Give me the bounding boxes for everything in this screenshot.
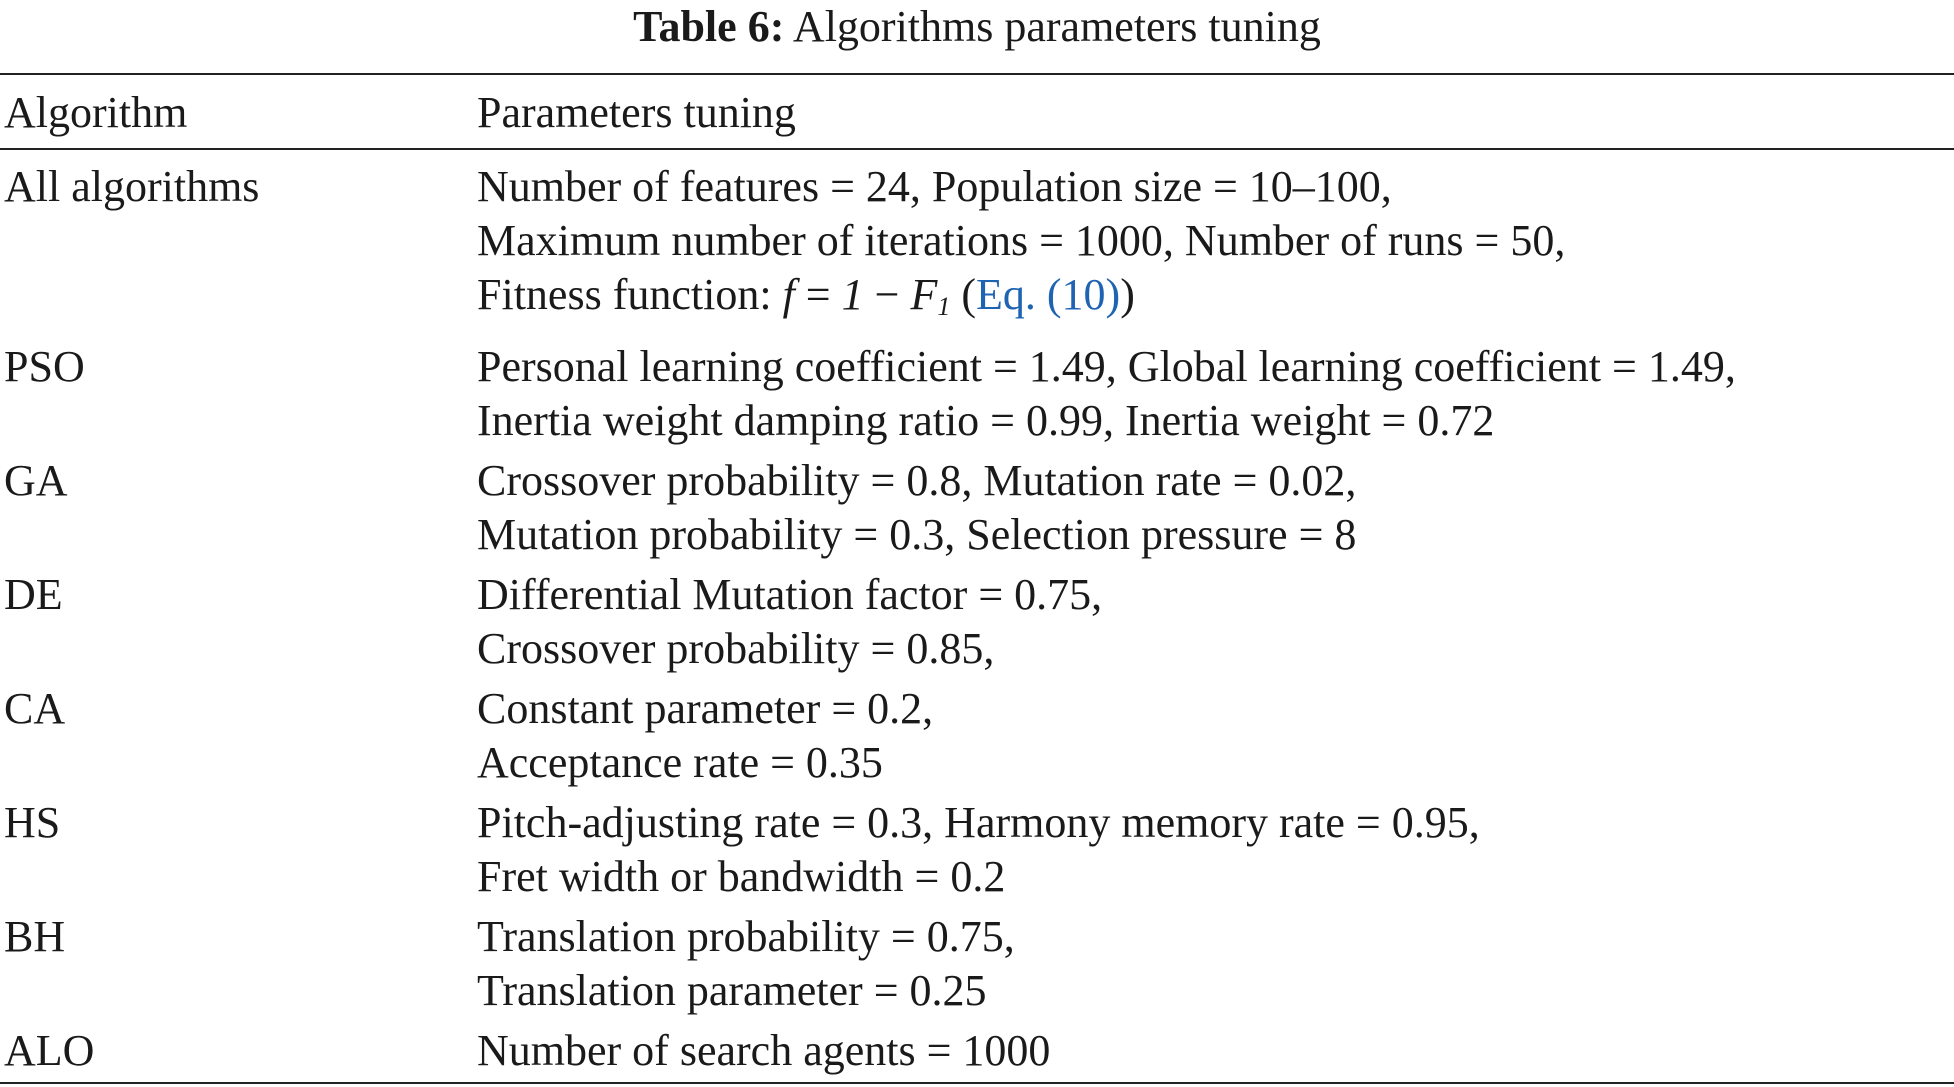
math-f: f xyxy=(782,270,795,319)
table-caption-label: Table 6: xyxy=(633,2,785,51)
table-row-de xyxy=(0,568,1954,676)
paren-close: ) xyxy=(1120,270,1135,319)
parameter-line: Pitch-adjusting rate = 0.3, Harmony memory rate = 0.95, xyxy=(477,798,1480,847)
table-bottom-rule xyxy=(0,1082,1954,1084)
fitness-prefix: Fitness function: xyxy=(477,270,783,319)
row-algorithm-name: PSO xyxy=(4,342,85,391)
parameter-line: Constant parameter = 0.2, xyxy=(477,684,934,733)
row-algorithm-name: HS xyxy=(4,798,61,847)
table-header-rule xyxy=(0,148,1954,150)
parameter-line: Inertia weight damping ratio = 0.99, Inertia weight = 0.72 xyxy=(477,396,1495,445)
math-one: 1 xyxy=(841,270,864,319)
table-top-rule xyxy=(0,73,1954,75)
math-equals: = xyxy=(794,270,842,319)
parameter-line: Number of search agents = 1000 xyxy=(477,1026,1051,1075)
parameter-line: Translation probability = 0.75, xyxy=(477,912,1015,961)
row-parameters xyxy=(477,160,1954,334)
table-row-alo xyxy=(0,1024,1954,1078)
parameter-line: Crossover probability = 0.8, Mutation rate = 0.02, xyxy=(477,456,1357,505)
table-row-pso xyxy=(0,340,1954,448)
table-row-ca xyxy=(0,682,1954,790)
math-subscript: 1 xyxy=(937,292,951,321)
row-parameters xyxy=(477,910,1954,1018)
row-parameters xyxy=(477,796,1954,904)
table-body xyxy=(0,160,1954,1084)
row-parameters xyxy=(477,682,1954,790)
row-parameters xyxy=(477,454,1954,562)
header-algorithm: Algorithm xyxy=(4,88,188,137)
parameter-line: Acceptance rate = 0.35 xyxy=(477,738,883,787)
row-algorithm-name: ALO xyxy=(4,1026,95,1075)
row-parameters xyxy=(477,340,1954,448)
parameter-line: Crossover probability = 0.85, xyxy=(477,624,995,673)
parameter-line: Fret width or bandwidth = 0.2 xyxy=(477,852,1006,901)
parameter-line: Number of features = 24, Population size = 10–100, xyxy=(477,162,1392,211)
table-row-all-algorithms xyxy=(0,160,1954,334)
fitness-function-line xyxy=(477,268,1954,334)
table-caption-title: Algorithms parameters tuning xyxy=(792,2,1321,51)
row-algorithm-name: CA xyxy=(4,684,66,733)
row-parameters xyxy=(477,1024,1954,1078)
row-parameters xyxy=(477,568,1954,676)
table-row-ga xyxy=(0,454,1954,562)
parameter-line: Differential Mutation factor = 0.75, xyxy=(477,570,1103,619)
header-parameters: Parameters tuning xyxy=(477,88,796,137)
parameter-line: Mutation probability = 0.3, Selection pressure = 8 xyxy=(477,510,1357,559)
parameter-line: Maximum number of iterations = 1000, Number of runs = 50, xyxy=(477,216,1566,265)
math-minus: − xyxy=(863,270,911,319)
table-row-hs xyxy=(0,796,1954,904)
parameter-line: Personal learning coefficient = 1.49, Global learning coefficient = 1.49, xyxy=(477,342,1736,391)
row-algorithm-name: DE xyxy=(4,570,63,619)
paren-open: ( xyxy=(950,270,976,319)
row-algorithm-name: GA xyxy=(4,456,68,505)
table-header-row xyxy=(0,88,1954,138)
row-algorithm-name: All algorithms xyxy=(4,162,260,211)
parameter-line: Translation parameter = 0.25 xyxy=(477,966,987,1015)
math-F: F xyxy=(910,270,938,319)
equation-reference-link[interactable]: Eq. (10) xyxy=(976,270,1121,319)
row-algorithm-name: BH xyxy=(4,912,66,961)
table-row-bh xyxy=(0,910,1954,1018)
table-caption xyxy=(0,2,1954,52)
